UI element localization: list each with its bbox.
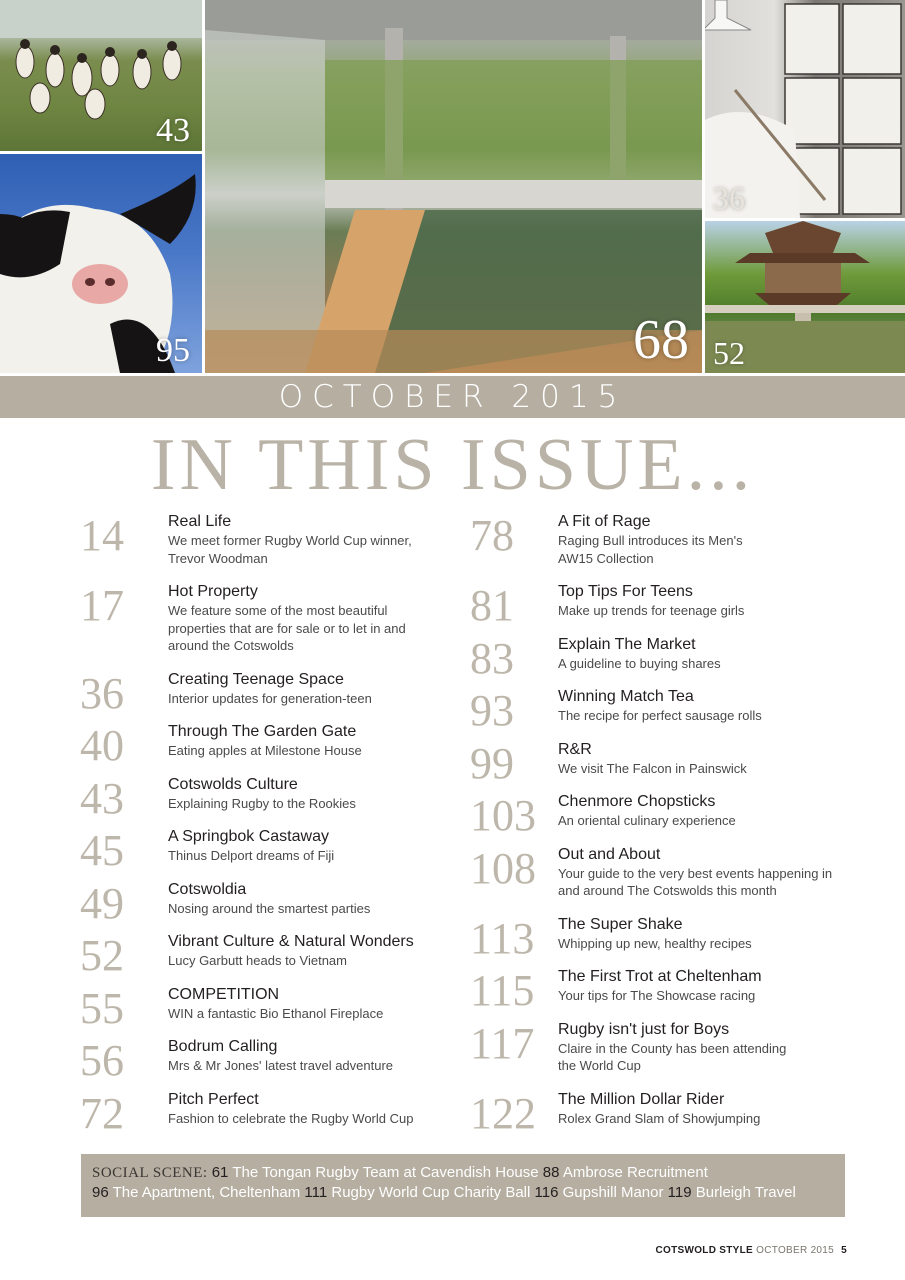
- entry-title: Cotswolds Culture: [168, 775, 298, 793]
- social-scene-line: [92, 1163, 845, 1183]
- entry-page-number: 36: [80, 668, 124, 718]
- entry-title: A Springbok Castaway: [168, 828, 329, 845]
- contents-entry[interactable]: [470, 738, 850, 788]
- social-event-title[interactable]: Gupshill Manor: [562, 1184, 664, 1201]
- contents-entry[interactable]: [470, 966, 850, 1015]
- contents-entry[interactable]: [80, 878, 455, 928]
- social-page-number: 111: [304, 1184, 328, 1201]
- entry-description: Fashion to celebrate the Rugby World Cup: [168, 1110, 414, 1126]
- entry-description: We meet former Rugby World Cup winner, Trevor Woodman: [168, 533, 412, 566]
- entry-description: Nosing around the smartest parties: [168, 900, 371, 916]
- entry-title: Chenmore Chopsticks: [558, 793, 716, 810]
- contents-right-column: [470, 512, 850, 1142]
- social-event-title[interactable]: The Tongan Rugby Team at Cavendish House: [232, 1164, 539, 1181]
- social-event-title[interactable]: Burleigh Travel: [695, 1184, 796, 1201]
- contents-entry[interactable]: [470, 633, 850, 683]
- entry-description: The recipe for perfect sausage rolls: [558, 708, 762, 723]
- entry-title: Real Life: [168, 513, 232, 530]
- entry-title: Hot Property: [168, 583, 258, 600]
- entry-page-number: 81: [470, 581, 514, 630]
- footer-page-number: 5: [841, 1245, 847, 1256]
- entry-title: Vibrant Culture & Natural Wonders: [168, 933, 414, 950]
- contents-entry[interactable]: [470, 686, 850, 735]
- entry-description: An oriental culinary experience: [558, 813, 736, 828]
- entry-description: Explaining Rugby to the Rookies: [168, 795, 356, 811]
- photo-page-number: 68: [633, 309, 689, 371]
- entry-description: Claire in the County has been attending the World Cup: [558, 1040, 787, 1073]
- entry-page-number: 72: [80, 1088, 124, 1138]
- entry-page-number: 17: [80, 581, 124, 630]
- contents-entry[interactable]: [470, 913, 850, 963]
- contents-entry[interactable]: [470, 512, 850, 567]
- contents-entry[interactable]: [470, 1088, 850, 1138]
- entry-title: Bodrum Calling: [168, 1038, 278, 1055]
- entry-page-number: 56: [80, 1036, 124, 1085]
- social-scene-box: [81, 1154, 845, 1217]
- pool-photo: [205, 0, 702, 373]
- contents-entry[interactable]: [470, 791, 850, 840]
- entry-description: Your tips for The Showcase racing: [558, 988, 756, 1003]
- pagoda-photo: [705, 221, 905, 373]
- cow-photo: [0, 154, 202, 373]
- comic-bedroom-photo: [705, 0, 905, 218]
- contents-entry[interactable]: [80, 983, 455, 1033]
- contents-entry[interactable]: [470, 845, 850, 900]
- entry-page-number: 52: [80, 931, 124, 980]
- footer-brand: COTSWOLD STYLE: [655, 1245, 754, 1256]
- social-event-title[interactable]: Rugby World Cup Charity Ball: [331, 1184, 531, 1201]
- entry-title: Cotswoldia: [168, 880, 247, 898]
- social-page-number: 61: [211, 1164, 229, 1181]
- social-page-number: 119: [667, 1184, 692, 1201]
- entry-title: Through The Garden Gate: [168, 723, 357, 740]
- entry-title: COMPETITION: [168, 985, 280, 1003]
- photo-page-number: 95: [156, 332, 190, 369]
- entry-title: Out and About: [558, 845, 661, 863]
- entry-page-number: 14: [80, 511, 124, 560]
- entry-description: Raging Bull introduces its Men's AW15 Collection: [558, 533, 743, 566]
- photo-page-number: 52: [713, 335, 745, 371]
- entry-description: Rolex Grand Slam of Showjumping: [558, 1110, 761, 1126]
- entry-description: Thinus Delport dreams of Fiji: [168, 848, 335, 863]
- entry-description: We visit The Falcon in Painswick: [558, 760, 747, 776]
- contents-entry[interactable]: [470, 1020, 850, 1075]
- contents-entry[interactable]: [80, 668, 455, 718]
- contents-entry[interactable]: [80, 1036, 455, 1085]
- entry-page-number: 93: [470, 686, 514, 735]
- entry-description: Mrs & Mr Jones' latest travel adventure: [168, 1058, 394, 1073]
- contents-entry[interactable]: [470, 581, 850, 630]
- entry-page-number: 55: [80, 983, 124, 1033]
- entry-page-number: 78: [470, 511, 514, 560]
- entry-page-number: 103: [470, 791, 536, 840]
- social-scene-label: SOCIAL SCENE:: [92, 1165, 208, 1181]
- entry-description: WIN a fantastic Bio Ethanol Fireplace: [168, 1005, 384, 1021]
- contents-entry[interactable]: [80, 512, 455, 567]
- entry-page-number: 108: [470, 843, 536, 893]
- entry-title: Explain The Market: [558, 635, 696, 653]
- entry-description: We feature some of the most beautiful properties that are for sale or to let in and around the Cotswolds: [168, 603, 406, 653]
- entry-title: Rugby isn't just for Boys: [558, 1020, 730, 1038]
- social-page-number: 116: [534, 1184, 559, 1201]
- page-footer: [656, 1245, 848, 1256]
- social-event-title[interactable]: Ambrose Recruitment: [562, 1164, 708, 1181]
- social-page-number: 88: [542, 1164, 560, 1181]
- entry-page-number: 49: [80, 878, 124, 928]
- entry-description: Eating apples at Milestone House: [168, 743, 362, 758]
- indoor-pool-illustration: [205, 0, 702, 373]
- issue-month-banner: OCTOBER 2015: [0, 376, 905, 418]
- entry-page-number: 40: [80, 721, 124, 770]
- photo-page-number: 36: [713, 180, 745, 216]
- entry-title: R&R: [558, 740, 592, 758]
- entry-description: Interior updates for generation-teen: [168, 690, 372, 706]
- entry-description: Lucy Garbutt heads to Vietnam: [168, 953, 347, 968]
- entry-page-number: 117: [470, 1018, 535, 1068]
- contents-entry[interactable]: [80, 931, 455, 980]
- entry-description: A guideline to buying shares: [558, 655, 721, 671]
- entry-description: Make up trends for teenage girls: [558, 603, 745, 618]
- photo-page-number: 43: [156, 112, 190, 149]
- footer-month: OCTOBER 2015: [756, 1245, 835, 1256]
- entry-page-number: 83: [470, 633, 514, 683]
- entry-page-number: 113: [470, 913, 535, 963]
- entry-page-number: 122: [470, 1088, 536, 1138]
- page-title: IN THIS ISSUE...: [150, 424, 755, 506]
- contents-entry[interactable]: [80, 773, 455, 823]
- entry-title: The Super Shake: [558, 915, 683, 933]
- entry-title: A Fit of Rage: [558, 513, 651, 530]
- entry-page-number: 45: [80, 826, 124, 875]
- contents-entry[interactable]: [80, 1088, 455, 1138]
- contents-entry[interactable]: [80, 826, 455, 875]
- entry-description: Whipping up new, healthy recipes: [558, 935, 752, 951]
- entry-title: The First Trot at Cheltenham: [558, 968, 762, 985]
- contents-entry[interactable]: [80, 582, 455, 655]
- social-page-number: 96: [92, 1184, 109, 1201]
- entry-description: Your guide to the very best events happening in and around The Cotswolds this month: [558, 865, 833, 898]
- entry-title: Top Tips For Teens: [558, 583, 693, 600]
- contents-left-column: [80, 512, 455, 1142]
- entry-title: Winning Match Tea: [558, 688, 694, 705]
- rugby-photo: [0, 0, 202, 151]
- entry-page-number: 99: [470, 738, 514, 788]
- entry-title: The Million Dollar Rider: [558, 1090, 725, 1108]
- entry-page-number: 115: [470, 966, 535, 1015]
- social-event-title[interactable]: The Apartment, Cheltenham: [112, 1184, 301, 1201]
- social-scene-line: [92, 1183, 845, 1203]
- entry-page-number: 43: [80, 773, 124, 823]
- entry-title: Creating Teenage Space: [168, 670, 344, 688]
- entry-title: Pitch Perfect: [168, 1090, 259, 1108]
- contents-entry[interactable]: [80, 721, 455, 770]
